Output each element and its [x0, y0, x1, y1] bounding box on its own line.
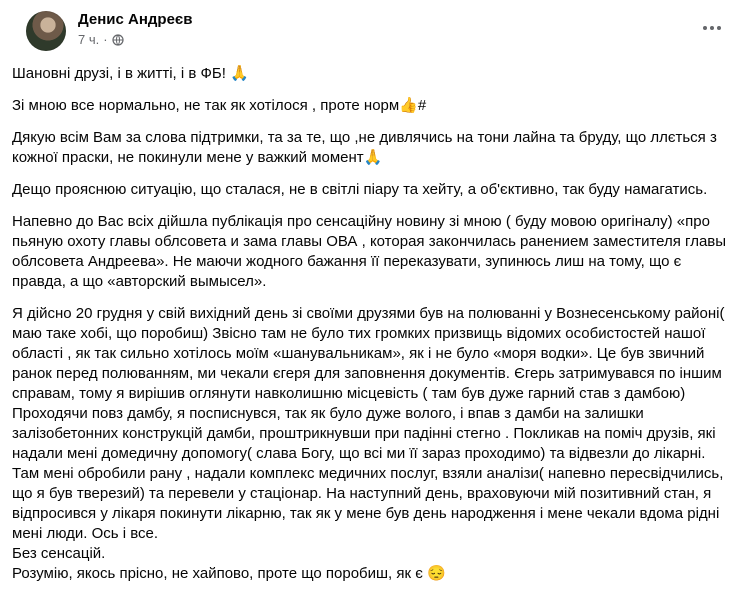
post-paragraph: Дякую всім Вам за слова підтримки, та за те, що ,не дивлячись на тони лайна та бруду, що ллється з кожної праски, не покинули мене у важкий момент🙏: [12, 129, 717, 166]
post-paragraph: Зі мною все нормально, не так як хотілося , проте норм👍#: [12, 97, 427, 114]
meta-separator: ·: [103, 32, 108, 47]
post-paragraph: Напевно до Вас всіх дійшла публікація про сенсаційну новину зі мною ( буду мовою оригіналу) «про пьяную охоту главы облсовета и зама главы ОВА , которая закончилась ранением заместителя главы облсовета Андреева». Не маючи жодного бажання її переказувати, зупинюсь лиш на тому, що є правда, а що «авторский вымысел».: [12, 213, 727, 290]
post-paragraph: Дещо прояснюю ситуацію, що сталася, не в світлі піару та хейту, а об'єктивно, так буду намагатись.: [12, 181, 708, 198]
post-body: [12, 64, 728, 596]
post-paragraph: Без сенсацій.: [12, 545, 106, 562]
author-name[interactable]: Денис Андреєв: [78, 11, 193, 28]
post-meta: [78, 32, 124, 48]
more-options-icon[interactable]: [700, 18, 724, 38]
post-header: [16, 0, 740, 58]
post-paragraph: Я дійсно 20 грудня у свій вихідний день зі своїми друзями був на полюванні у Вознесенському районі( маю таке хобі, що поробиш) Звісно там не було тих громких призвищь відомих особистостей нашої області , як так сильно хотілось моїм «шанувальникам», як і не було «моря водки». Це був звичний ранок перед полюванням, ми чекали єгеря для заповнення документів. Єгерь затримувався по іншим справам, тому я вирішив оглянути навколишню місцевість ( там був дуже гарний став з дамбою) Проходячи повз дамбу, я посписнувся, так як було дуже волого, і впав з дамби на залишки залізобетонних конструкцій дамби, проштрикнувши при падінні стегно . Покликав на поміч друзів, які надали мені домедичну допомогу( слава Богу, що всі ми її зараз проходимо) та відвезли до лікарні. Там мені обробили рану , надали комплекс медичних послуг, взяли аналізи( напевно пересвідчились, що я був тверезий) та перевели у стаціонар. На наступний день, враховуючи мій позитивний стан, я відпросився у лікаря покинути лікарню, так як у мене був день народження і мене чекали вдома рідні мені люди. Ось і все.: [12, 305, 725, 542]
globe-icon[interactable]: [112, 34, 124, 46]
post-paragraph: Шановні друзі, і в житті, і в ФБ! 🙏: [12, 65, 249, 82]
avatar[interactable]: [26, 11, 66, 51]
post-time[interactable]: 7 ч.: [78, 32, 100, 47]
post-paragraph: Розумію, якось прісно, не хайпово, проте що поробиш, як є 😔: [12, 565, 446, 582]
